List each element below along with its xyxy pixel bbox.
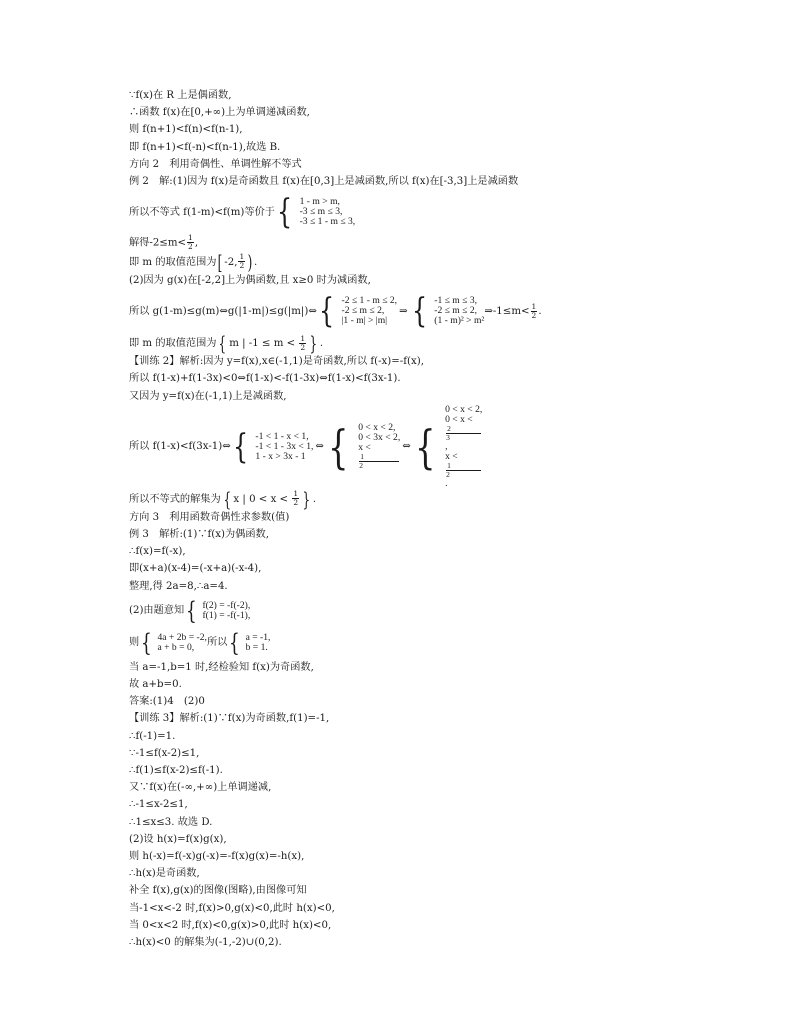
system-rows <box>300 197 356 227</box>
text-line: 所以 f(1-x)+f(1-3x)<0⇔f(1-x)<-f(1-3x)⇔f(1-x)<f(3x-1). <box>129 373 401 385</box>
system-row: b = 1. <box>245 641 268 653</box>
text-fragment: 所以 f(1-x)<f(3x-1)⇔ <box>129 441 231 453</box>
text-line: 例 3 解析:(1)∵f(x)为偶函数, <box>129 528 269 540</box>
left-brace: { <box>318 291 335 332</box>
right-paren: ) <box>247 249 253 274</box>
system-row: -1 < 1 - x < 1, <box>255 430 309 442</box>
text-fragment: (2)由题意知 <box>129 605 185 617</box>
fraction-denominator: 3 <box>446 432 450 442</box>
left-brace: { <box>232 426 248 467</box>
system-row: (1 - m)² > m² <box>434 315 485 327</box>
text-line: 又因为 y=f(x)在(-1,1)上是减函数, <box>129 390 287 402</box>
text-fragment: . <box>445 477 448 489</box>
fraction-numerator: 1 <box>531 301 537 311</box>
text-fragment: 所以不等式 f(1-m)<f(m)等价于 <box>129 206 275 218</box>
system-row: a + b = 0, <box>157 641 195 653</box>
text-line: ∴f(x)=f(-x), <box>129 546 186 558</box>
text-fragment: 所以不等式的解集为 <box>129 493 221 505</box>
text-fragment: x < <box>358 442 371 454</box>
text-line: ∵-1≤f(x-2)≤1, <box>129 747 200 759</box>
fraction <box>292 490 299 507</box>
fraction <box>531 303 538 320</box>
system-row: -1 < 1 - 3x < 1, <box>255 440 314 452</box>
text-line: ∴h(x)是奇函数, <box>129 868 200 880</box>
text-line: 则 f(n+1)<f(n)<f(n-1), <box>129 124 243 136</box>
implies-symbol: ⇒ <box>399 305 408 317</box>
math-line <box>129 595 689 627</box>
left-brace: { <box>276 192 293 233</box>
system-row: 0 < 3x < 2, <box>358 432 401 444</box>
text-line: 当-1<x<-2 时,f(x)>0,g(x)<0,此时 h(x)<0, <box>129 902 335 914</box>
system-row <box>445 452 482 489</box>
system-rows <box>246 633 271 653</box>
system-rows <box>202 601 250 621</box>
fraction <box>238 253 245 270</box>
equation-system <box>317 291 398 332</box>
fraction-numerator: 1 <box>300 333 306 343</box>
text-fragment: 所以 <box>206 637 228 649</box>
system-row: f(2) = -f(-2), <box>202 599 251 611</box>
left-brace: { <box>223 486 231 511</box>
text-fragment: 即 m 的取值范围为 <box>129 256 217 268</box>
system-rows <box>434 296 484 326</box>
fraction-numerator: 2 <box>446 425 481 434</box>
fraction <box>359 453 399 470</box>
text-fragment: -2, <box>224 256 238 268</box>
text-fragment: x < <box>445 450 458 462</box>
system-row <box>445 415 482 452</box>
system-row: 0 < x < 2, <box>445 403 483 415</box>
text-fragment: 0 < x < <box>445 413 473 425</box>
left-brace: { <box>229 628 241 657</box>
system-row: 1 - x > 3x - 1 <box>255 450 306 462</box>
system-row: 0 < x < 2, <box>358 422 396 434</box>
math-line <box>129 234 689 252</box>
text-fragment: , <box>194 237 199 249</box>
text-line: 即 f(n+1)<f(-n)<f(n-1),故选 B. <box>129 141 281 153</box>
text-line: ∴f(1)≤f(x-2)≤f(-1). <box>129 764 223 776</box>
right-brace: } <box>302 486 311 511</box>
fraction-denominator: 2 <box>300 342 306 352</box>
system-rows <box>157 633 206 653</box>
left-brace: { <box>327 419 349 474</box>
system-row: a = -1, <box>245 631 271 643</box>
text-line: 【训练 3】解析:(1)∵f(x)为奇函数,f(1)=-1, <box>129 713 330 725</box>
fraction <box>446 425 481 442</box>
system-row: 4a + 2b = -2, <box>157 631 207 643</box>
text-fragment: 解得-2≤m< <box>129 237 187 249</box>
system-row <box>358 443 400 470</box>
section-heading: 方向 3 利用函数奇偶性求参数(值) <box>129 511 290 523</box>
text-line: 整理,得 2a=8,∴a=4. <box>129 580 228 592</box>
text-line: ∵f(x)在 R 上是偶函数, <box>129 90 232 101</box>
text-line: ∴f(-1)=1. <box>129 730 176 742</box>
fraction <box>187 234 194 251</box>
text-fragment: . <box>538 305 542 317</box>
fraction-denominator: 2 <box>293 498 299 508</box>
text-fragment: 即 m 的取值范围为 <box>129 338 217 350</box>
system-row: -2 ≤ m ≤ 2, <box>341 305 385 317</box>
system-row: f(1) = -f(-1), <box>202 609 251 621</box>
system-row: -3 ≤ m ≤ 3, <box>299 206 343 218</box>
text-fragment: x | 0 < x < <box>233 493 292 505</box>
text-line: ∴1≤x≤3. 故选 D. <box>129 816 213 828</box>
system-rows <box>358 423 400 470</box>
text-line <box>129 951 689 968</box>
fraction <box>299 335 306 352</box>
system-row: -1 ≤ m ≤ 3, <box>434 295 478 307</box>
system-row: -2 ≤ 1 - m ≤ 2, <box>341 295 398 307</box>
text-line: 当 0<x<2 时,f(x)<0,g(x)>0,此时 h(x)<0, <box>129 919 332 931</box>
text-line: 补全 f(x),g(x)的图像(图略),由图像可知 <box>129 885 307 897</box>
system-row: 1 - m > m, <box>299 196 340 208</box>
equation-system <box>275 192 356 233</box>
system-rows <box>342 296 398 326</box>
equation-system <box>231 426 314 467</box>
equation-system <box>139 628 207 657</box>
fraction-numerator: 1 <box>239 252 245 262</box>
fraction-numerator: 1 <box>293 489 299 499</box>
text-line: 例 2 解:(1)因为 f(x)是奇函数且 f(x)在[0,3]上是减函数,所以 f(x)在[-3,3]上是减函数 <box>129 176 519 188</box>
left-brace: { <box>186 596 197 625</box>
text-line: 又∵f(x)在(-∞,+∞)上单调递减, <box>129 782 272 794</box>
equation-system <box>410 291 485 332</box>
fraction-denominator: 2 <box>446 469 450 479</box>
left-brace: { <box>414 419 436 474</box>
left-brace: { <box>141 628 152 657</box>
text-line: ∴h(x)<0 的解集为(-1,-2)∪(0,2). <box>129 937 282 948</box>
text-fragment: ⇒-1≤m< <box>484 305 530 317</box>
fraction-numerator: 1 <box>359 453 399 462</box>
system-rows <box>445 405 482 489</box>
fraction-numerator: 1 <box>446 462 481 471</box>
text-line: 则 h(-x)=f(-x)g(-x)=-f(x)g(x)=-h(x), <box>129 850 305 862</box>
left-brace: { <box>411 291 427 332</box>
math-line <box>129 627 689 659</box>
text-fragment: . <box>319 338 324 350</box>
text-line: (2)设 h(x)=f(x)g(x), <box>129 833 227 845</box>
equation-system <box>227 628 271 657</box>
fraction-denominator: 2 <box>531 310 537 320</box>
system-row: |1 - m| > |m| <box>341 315 388 327</box>
fraction-numerator: 1 <box>188 233 193 243</box>
iff-symbol: ⇔ <box>402 441 411 453</box>
text-line: 故 a+b=0. <box>129 678 182 690</box>
system-rows <box>255 432 313 462</box>
text-fragment: , <box>445 440 448 452</box>
fraction-denominator: 2 <box>188 242 193 252</box>
fraction <box>446 462 481 479</box>
math-line <box>129 331 689 356</box>
math-line <box>129 405 689 489</box>
text-fragment: 所以 g(1-m)≤g(m)⇔g(|1-m|)≤g(|m|)⇔ <box>129 305 317 317</box>
math-line <box>129 249 689 274</box>
text-line: (2)因为 g(x)在[-2,2]上为偶函数,且 x≥0 时为减函数, <box>129 274 371 286</box>
section-heading: 方向 2 利用奇偶性、单调性解不等式 <box>129 158 302 170</box>
left-brace: { <box>219 331 227 356</box>
math-line <box>129 486 689 511</box>
iff-symbol: ⇔ <box>315 441 324 453</box>
text-line: ∴-1≤x-2≤1, <box>129 799 188 811</box>
document-body <box>129 87 689 968</box>
equation-system <box>413 405 483 489</box>
text-line: 【训练 2】解析:因为 y=f(x),x∈(-1,1)是奇函数,所以 f(-x)=-f(x), <box>129 356 424 368</box>
text-fragment: m | -1 ≤ m < <box>229 338 299 350</box>
text-fragment: 则 <box>129 637 140 649</box>
right-brace: } <box>309 331 318 356</box>
equation-system <box>326 419 401 474</box>
system-row: -3 ≤ 1 - m ≤ 3, <box>299 216 356 228</box>
left-bracket: [ <box>218 249 223 274</box>
text-line: 当 a=-1,b=1 时,经检验知 f(x)为奇函数, <box>129 661 314 673</box>
text-fragment: . <box>312 493 317 505</box>
text-line: ∴函数 f(x)在[0,+∞)上为单调递减函数, <box>129 107 310 119</box>
math-line <box>129 289 689 333</box>
text-line: 即(x+a)(x-4)=(-x+a)(-x-4), <box>129 563 262 575</box>
equation-system <box>184 596 251 625</box>
answer-line: 答案:(1)4 (2)0 <box>129 696 205 708</box>
system-row: -2 ≤ m ≤ 2, <box>434 305 478 317</box>
fraction-denominator: 2 <box>239 261 245 271</box>
math-line <box>129 190 689 234</box>
fraction-denominator: 2 <box>359 461 363 471</box>
text-fragment: . <box>254 256 258 268</box>
